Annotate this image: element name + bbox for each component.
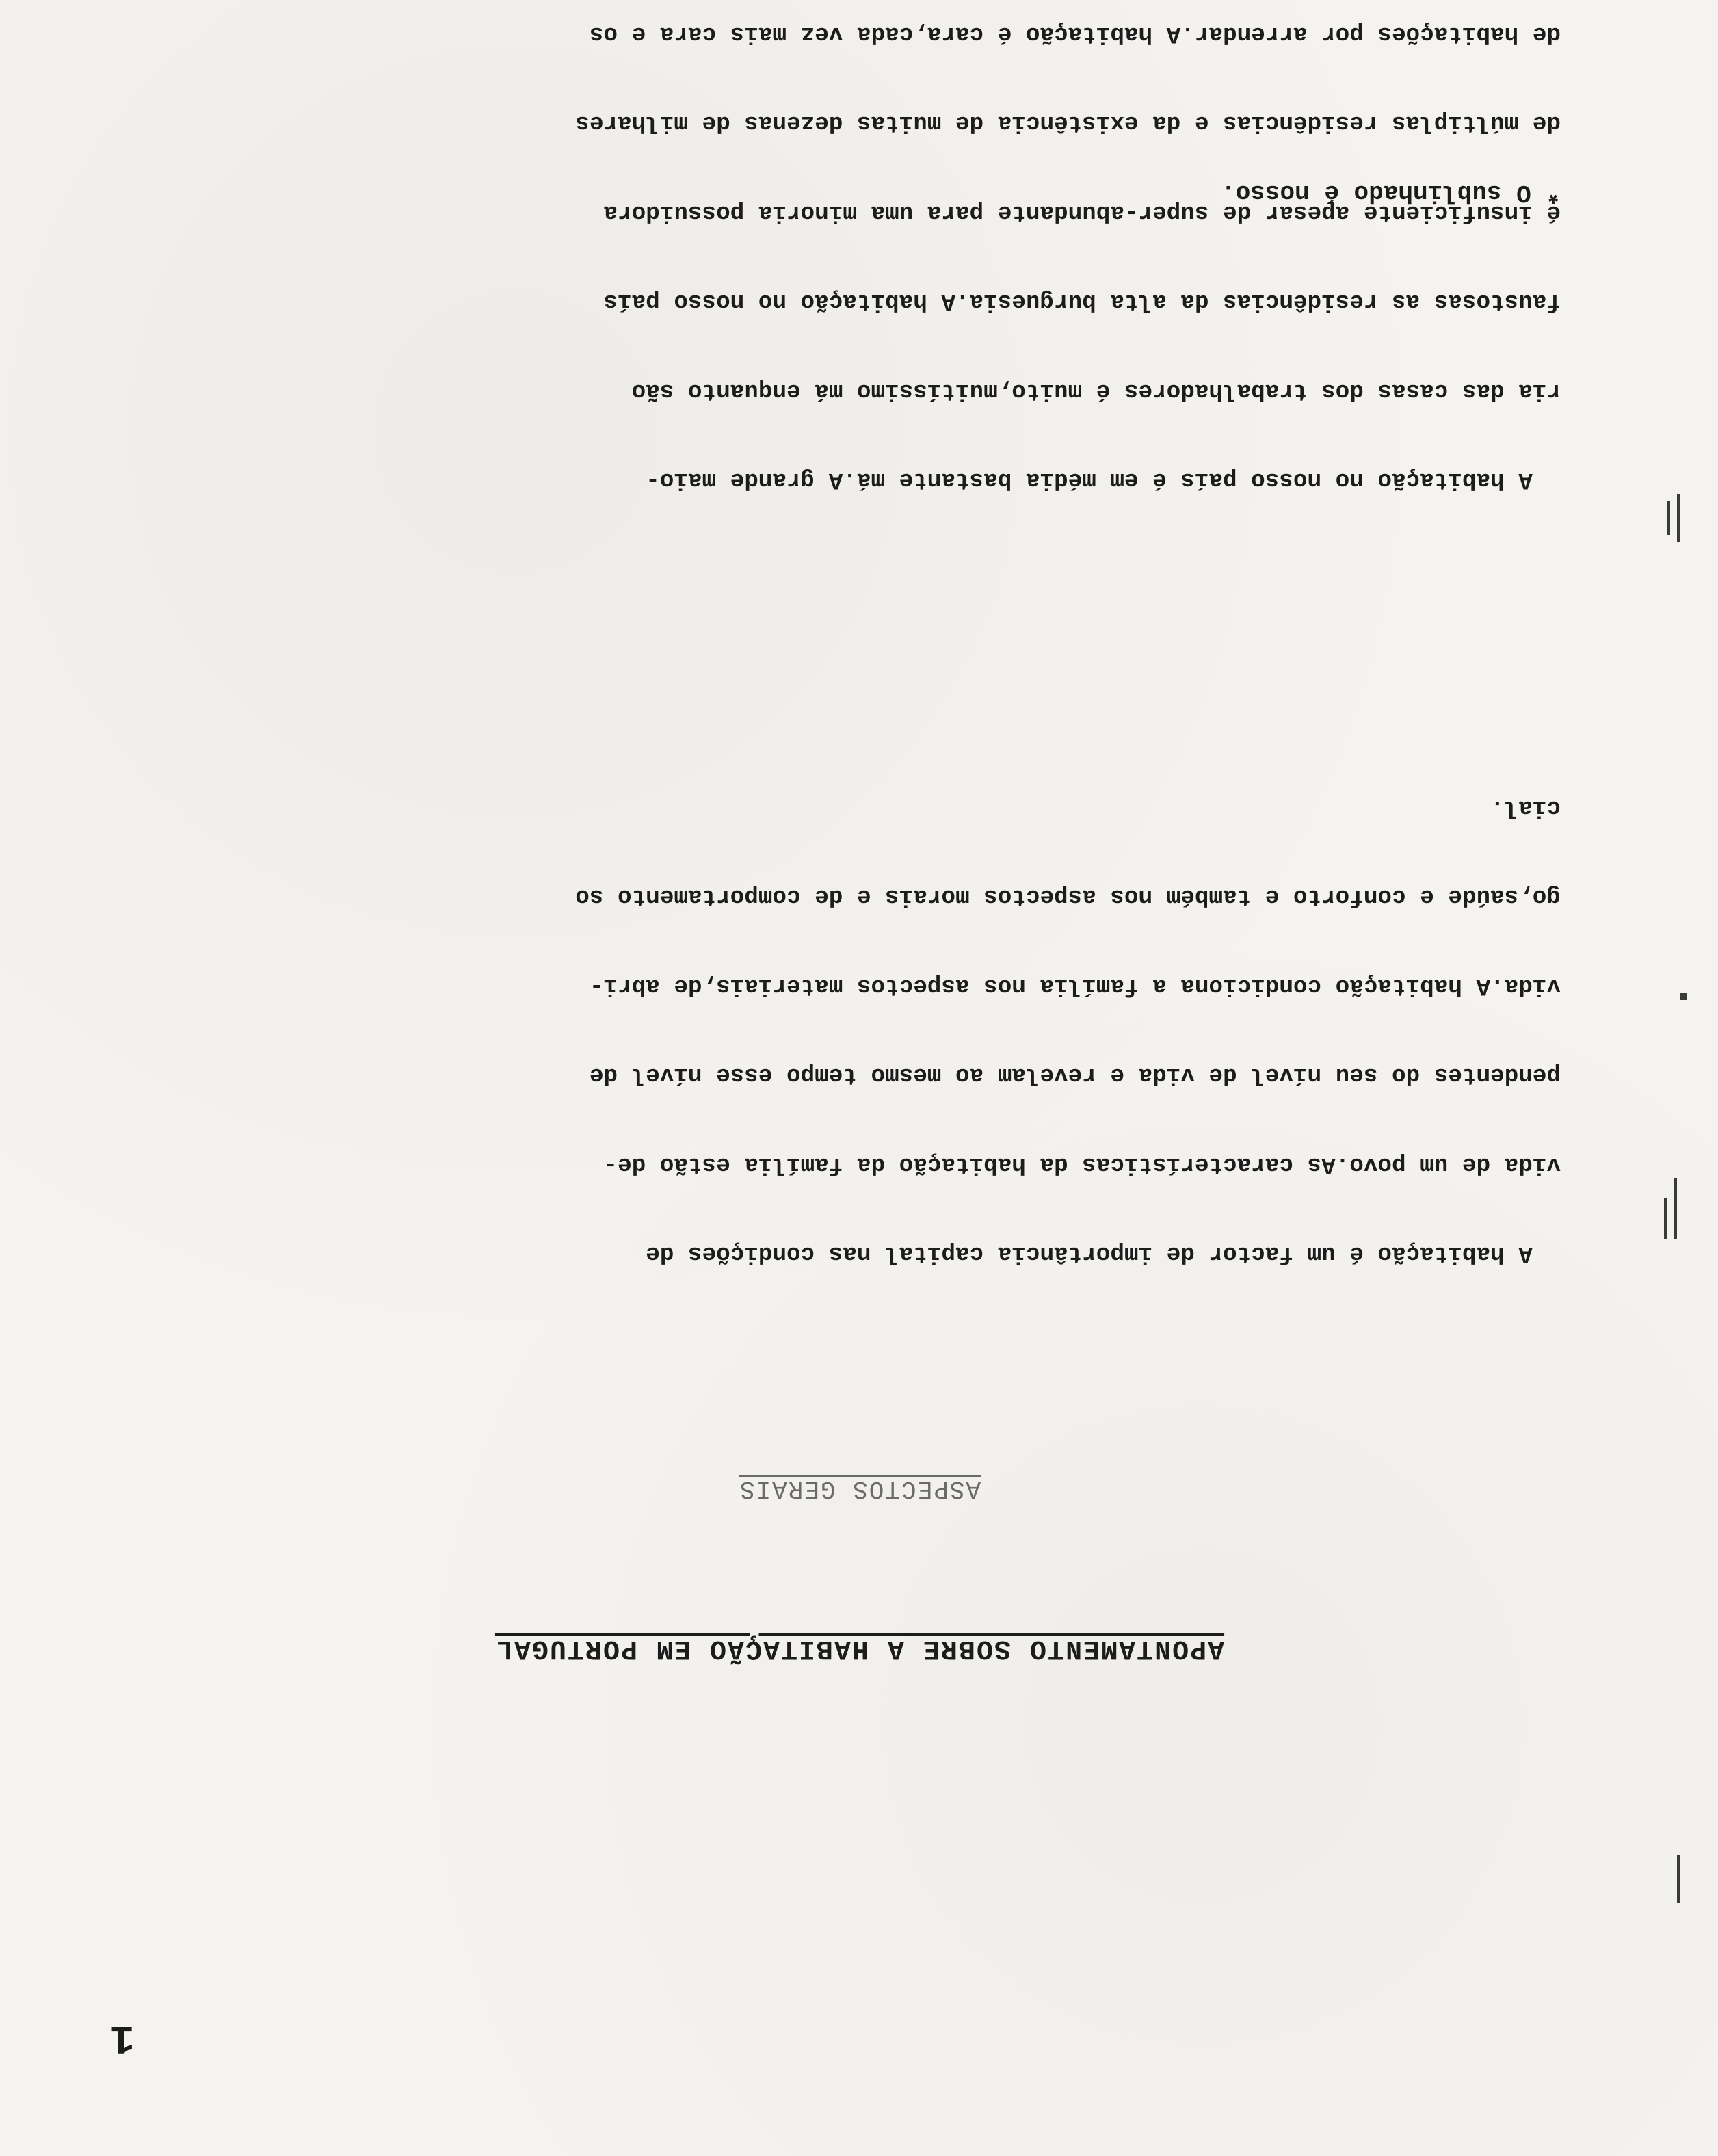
text-line: ria das casas dos trabalhadores é muito,muitíssimo má enquanto são bbox=[631, 378, 1561, 404]
scan-mark bbox=[1674, 1178, 1677, 1239]
text-line: vida de um povo.As características da habitação da família estão de- bbox=[603, 1151, 1561, 1178]
text-line: de habitações por arrendar.A habitação é cara,cada vez mais cara e os bbox=[589, 21, 1561, 47]
text-line: A habitação no nosso país é em média bastante má.A grande maio- bbox=[646, 466, 1561, 494]
document-title: APONTAMENTO SOBRE A HABITAÇÃO EM PORTUGAL bbox=[494, 1633, 1225, 1664]
text-line: cial. bbox=[1490, 794, 1561, 821]
section-title: ASPECTOS GERAIS bbox=[738, 1475, 981, 1503]
paragraph bbox=[152, 0, 1561, 555]
text-line: vida.A habitação condiciona a família nos aspectos materiais,de abri- bbox=[589, 973, 1561, 999]
text-line: A habitação é um factor de importância capital nas condições de bbox=[646, 1240, 1561, 1267]
paragraph bbox=[152, 733, 1561, 1328]
text-line: é insuficiente apesar de super-abundante para uma minoria possuidora bbox=[603, 199, 1561, 226]
text-line: faustosas as residências da alta burguesia.A habitação no nosso país bbox=[603, 288, 1561, 315]
scan-mark bbox=[1664, 1198, 1667, 1239]
footnote: * O sublinhado é nosso. bbox=[1221, 179, 1561, 207]
scan-mark bbox=[1677, 494, 1680, 542]
scan-mark bbox=[1667, 501, 1670, 535]
scan-mark bbox=[1677, 1855, 1680, 1903]
text-line: pendentes do seu nível de vida e revelam ao mesmo tempo esse nível de bbox=[589, 1062, 1561, 1089]
text-line: de múltiplas residências e da existência de muitas dezenas de milhares bbox=[575, 109, 1561, 137]
scan-mark bbox=[1680, 993, 1687, 1000]
body-text bbox=[152, 0, 1561, 1417]
text-line: go,saúde e conforto e também nos aspectos morais e de comportamento so bbox=[575, 883, 1561, 910]
page-number: 1 bbox=[109, 2014, 135, 2060]
